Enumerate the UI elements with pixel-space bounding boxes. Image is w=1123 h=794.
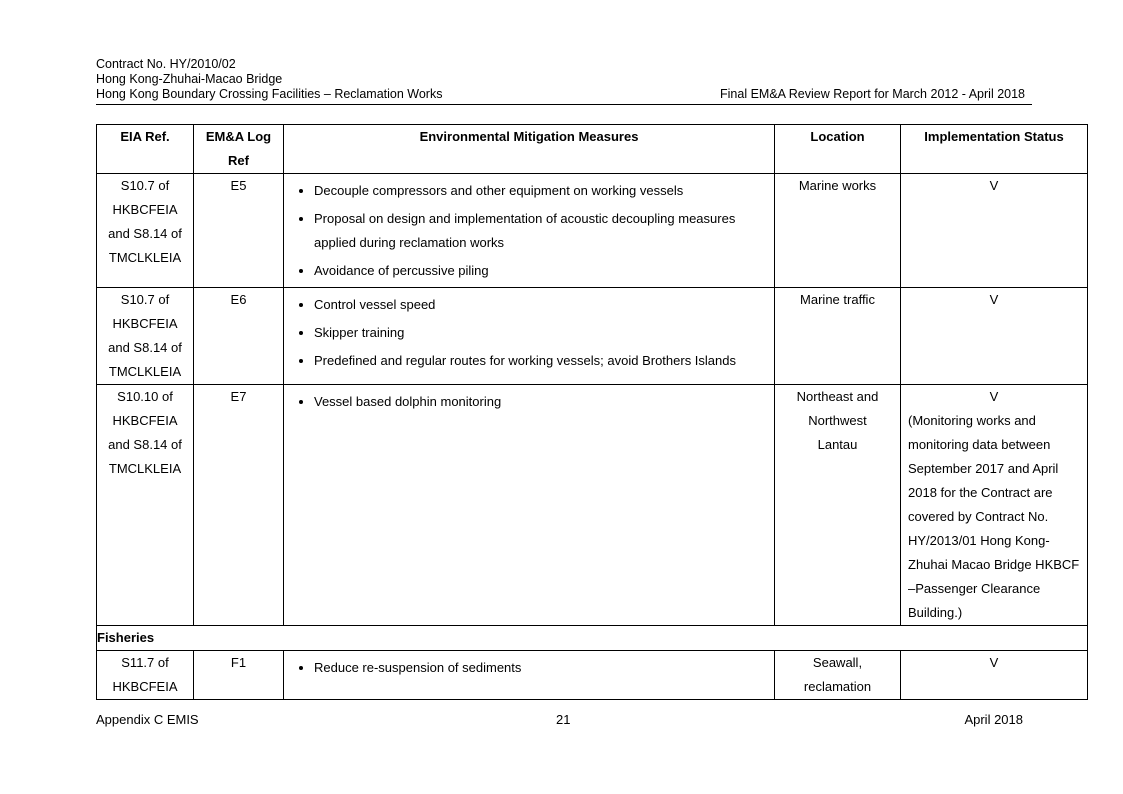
header-rule — [96, 104, 1032, 105]
section-fisheries: Fisheries — [97, 626, 1088, 651]
header-line — [96, 87, 1032, 102]
measure-item: • Reduce re-suspension of sediments — [314, 656, 774, 680]
project-name: Hong Kong-Zhuhai-Macao Bridge — [96, 72, 283, 86]
log-ref-cell: F1 — [194, 651, 284, 700]
col-location: Location — [775, 125, 901, 174]
table-row — [97, 174, 1088, 288]
table-header-row — [97, 125, 1088, 174]
eia-ref-cell: S11.7 of HKBCFEIA — [97, 651, 194, 700]
measures-cell — [284, 385, 775, 626]
col-measures: Environmental Mitigation Measures — [284, 125, 775, 174]
location-cell: Marine works — [775, 174, 901, 288]
status-cell — [901, 385, 1088, 626]
log-ref-cell: E5 — [194, 174, 284, 288]
footer-date: April 2018 — [964, 712, 1023, 727]
facility-name: Hong Kong Boundary Crossing Facilities – Reclamation Works — [96, 87, 443, 101]
measure-item: • Proposal on design and implementation of acoustic decoupling measures applied during reclamation works — [314, 207, 774, 255]
eia-ref-cell: S10.7 of HKBCFEIA and S8.14 of TMCLKLEIA — [97, 288, 194, 385]
col-eia-ref: EIA Ref. — [97, 125, 194, 174]
emis-table — [96, 124, 1088, 700]
measures-cell — [284, 174, 775, 288]
location-cell: Northeast and Northwest Lantau — [775, 385, 901, 626]
measure-item: • Vessel based dolphin monitoring — [314, 390, 774, 414]
location-cell: Seawall, reclamation — [775, 651, 901, 700]
measure-item: • Skipper training — [314, 321, 774, 345]
col-log-ref: EM&A Log Ref — [194, 125, 284, 174]
table-row — [97, 385, 1088, 626]
measure-item: • Avoidance of percussive piling — [314, 259, 774, 283]
eia-ref-cell: S10.7 of HKBCFEIA and S8.14 of TMCLKLEIA — [97, 174, 194, 288]
status-cell: V — [901, 651, 1088, 700]
log-ref-cell: E6 — [194, 288, 284, 385]
table-row — [97, 288, 1088, 385]
measure-item: • Predefined and regular routes for working vessels; avoid Brothers Islands — [314, 349, 774, 373]
contract-number: Contract No. HY/2010/02 — [96, 57, 236, 71]
measures-cell — [284, 651, 775, 700]
footer-appendix: Appendix C EMIS — [96, 712, 199, 727]
page-footer — [96, 712, 1023, 727]
col-status: Implementation Status — [901, 125, 1088, 174]
report-title: Final EM&A Review Report for March 2012 - April 2018 — [720, 87, 1025, 101]
page-header — [96, 57, 1032, 102]
measures-cell — [284, 288, 775, 385]
measure-item: • Decouple compressors and other equipment on working vessels — [314, 179, 774, 203]
location-cell: Marine traffic — [775, 288, 901, 385]
eia-ref-cell: S10.10 of HKBCFEIA and S8.14 of TMCLKLEIA — [97, 385, 194, 626]
status-value: V — [989, 389, 999, 404]
table-row — [97, 651, 1088, 700]
status-cell: V — [901, 288, 1088, 385]
status-note: (Monitoring works and monitoring data between September 2017 and April 2018 for the Contract are covered by Contract No. HY/2013/01 Hong Kong-Zhuhai Macao Bridge HKBCF –Passenger Clearance Building.) — [908, 413, 1080, 620]
status-cell: V — [901, 174, 1088, 288]
log-ref-cell: E7 — [194, 385, 284, 626]
section-row — [97, 626, 1088, 651]
page-number: 21 — [556, 712, 571, 727]
measure-item: • Control vessel speed — [314, 293, 774, 317]
